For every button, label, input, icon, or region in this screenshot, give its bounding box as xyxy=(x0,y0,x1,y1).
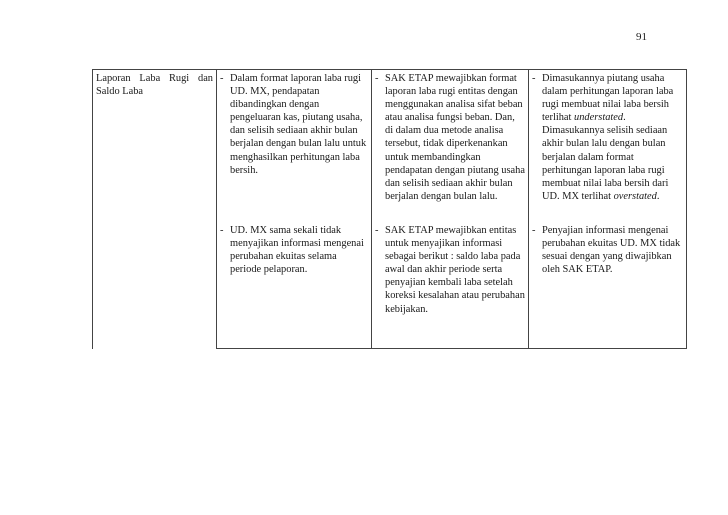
finding-text: Dimasukannya piutang usaha dalam perhitungan laporan laba rugi membuat nilai laba bersih terlihat understated. Dimasukannya selisih sediaan akhir bulan lalu dengan bulan berjalan dalam format perhitungan laporan laba rugi membuat nilai laba bersih dari UD. MX terlihat overstated. xyxy=(542,73,674,202)
practice-text: Dalam format laporan laba rugi UD. MX, pendapatan dibandingkan dengan pengeluaran kas, piutang usaha, dan selisih sediaan akhir bulan berjalan dengan bulan lalu untuk menghasilkan perhitungan laba bersih. xyxy=(230,73,367,176)
practice-cell xyxy=(217,70,372,223)
bullet-dash: - xyxy=(220,225,224,236)
italic-term: overstated xyxy=(613,190,657,202)
bullet-dash: - xyxy=(375,73,379,84)
finding-cell xyxy=(529,222,687,349)
bullet-dash: - xyxy=(532,225,536,236)
standard-cell xyxy=(372,222,529,349)
bullet-dash: - xyxy=(375,225,379,236)
standard-text: SAK ETAP mewajibkan format laporan laba rugi entitas dengan menggunakan analisa sifat beban atau analisa fungsi beban. Dan, di dalam dua metode analisa tersebut, tidak diperkenankan untuk membandingkan pendapatan dengan piutang usaha dan selisih sediaan akhir bulan berjalan dengan bulan lalu. xyxy=(385,73,525,202)
practice-cell xyxy=(217,222,372,349)
category-cell xyxy=(93,70,217,349)
finding-text: Penyajian informasi mengenai perubahan ekuitas UD. MX tidak sesuai dengan yang diwajibkan oleh SAK ETAP. xyxy=(542,225,681,276)
bullet-dash: - xyxy=(532,73,536,84)
finding-cell xyxy=(529,70,687,223)
comparison-table xyxy=(92,69,687,349)
bullet-dash: - xyxy=(220,73,224,84)
standard-text: SAK ETAP mewajibkan entitas untuk menyajikan informasi sebagai berikut : saldo laba pada awal dan akhir periode serta penyajian kembali laba setelah koreksi kesalahan atau perubahan kebijakan. xyxy=(385,225,525,315)
category-label: Laporan Laba Rugi dan Saldo Laba xyxy=(96,73,213,98)
table-row xyxy=(93,70,687,223)
page-number: 91 xyxy=(636,31,647,43)
standard-cell xyxy=(372,70,529,223)
practice-text: UD. MX sama sekali tidak menyajikan informasi mengenai perubahan ekuitas selama periode pelaporan. xyxy=(230,225,364,276)
italic-term: understated xyxy=(574,112,624,124)
